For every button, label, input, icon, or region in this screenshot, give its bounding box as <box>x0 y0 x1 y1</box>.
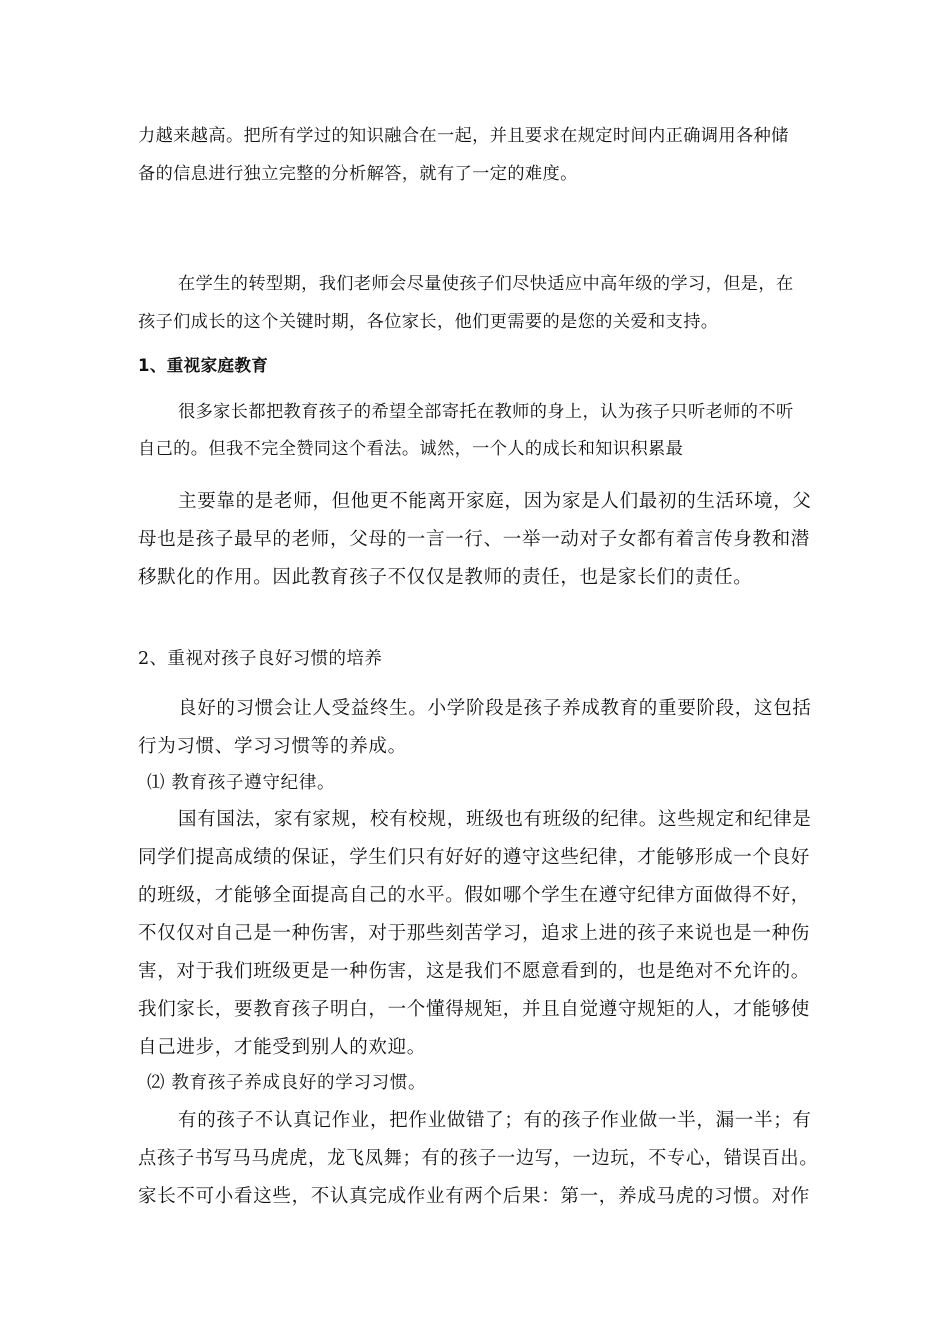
section1-para1-line-2: 自己的。但我不完全赞同这个看法。诚然，一个人的成长和知识积累最 <box>138 439 684 459</box>
section2-item1-line-6: 我们家长，要教育孩子明白，一个懂得规矩，并且自觉遵守规矩的人，才能够使 <box>138 999 811 1020</box>
transition-line-1: 在学生的转型期，我们老师会尽量使孩子们尽快适应中高年级的学习，但是，在 <box>178 274 794 294</box>
section2-intro-line-2: 行为习惯、学习习惯等的养成。 <box>138 736 407 757</box>
transition-line-2: 孩子们成长的这个关键时期，各位家长，他们更需要的是您的关爱和支持。 <box>138 312 719 332</box>
intro-line-2: 备的信息进行独立完整的分析解答，就有了一定的难度。 <box>138 164 578 184</box>
section1-para2-line-1: 主要靠的是老师，但他更不能离开家庭，因为家是人们最初的生活环境，父 <box>178 491 812 512</box>
section2-item2-line-2: 点孩子书写马马虎虎，龙飞凤舞；有的孩子一边写，一边玩，不专心，错误百出。 <box>138 1148 819 1169</box>
section2-item1-line-7: 自己进步，才能受到别人的欢迎。 <box>138 1037 427 1058</box>
section1-para2-line-2: 母也是孩子最早的老师，父母的一言一行、一举一动对子女都有着言传身教和潜 <box>138 529 811 550</box>
section1-para1-line-1: 很多家长都把教育孩子的希望全部寄托在教师的身上，认为孩子只听老师的不听 <box>178 402 794 422</box>
section2-item1-line-3: 的班级，才能够全面提高自己的水平。假如哪个学生在遵守纪律方面做得不好， <box>138 885 811 906</box>
section2-heading: 2、重视对孩子良好习惯的培养 <box>138 649 383 669</box>
section2-item2-title: ⑵ 教育孩子养成良好的学习习惯。 <box>147 1073 427 1093</box>
section2-item2-line-1: 有的孩子不认真记作业，把作业做错了；有的孩子作业做一半，漏一半；有 <box>178 1110 812 1131</box>
section2-item2-line-3: 家长不可小看这些，不认真完成作业有两个后果：第一，养成马虎的习惯。对作 <box>138 1186 811 1207</box>
section1-para2-line-3: 移默化的作用。因此教育孩子不仅仅是教师的责任，也是家长们的责任。 <box>138 567 753 588</box>
section1-heading: 1、重视家庭教育 <box>138 356 269 375</box>
section2-intro-line-1: 良好的习惯会让人受益终生。小学阶段是孩子养成教育的重要阶段，这包括 <box>178 698 812 719</box>
section2-item1-title: ⑴ 教育孩子遵守纪律。 <box>147 773 336 793</box>
section2-item1-line-4: 不仅仅对自己是一种伤害，对于那些刻苦学习，追求上进的孩子来说也是一种伤 <box>138 923 811 944</box>
section2-item1-line-5: 害，对于我们班级更是一种伤害，这是我们不愿意看到的，也是绝对不允许的。 <box>138 961 811 982</box>
section2-item1-line-2: 同学们提高成绩的保证，学生们只有好好的遵守这些纪律，才能够形成一个良好 <box>138 847 811 868</box>
section2-item1-line-1: 国有国法，家有家规，校有校规，班级也有班级的纪律。这些规定和纪律是 <box>178 809 812 830</box>
intro-line-1: 力越来越高。把所有学过的知识融合在一起，并且要求在规定时间内正确调用各种储 <box>138 126 789 146</box>
